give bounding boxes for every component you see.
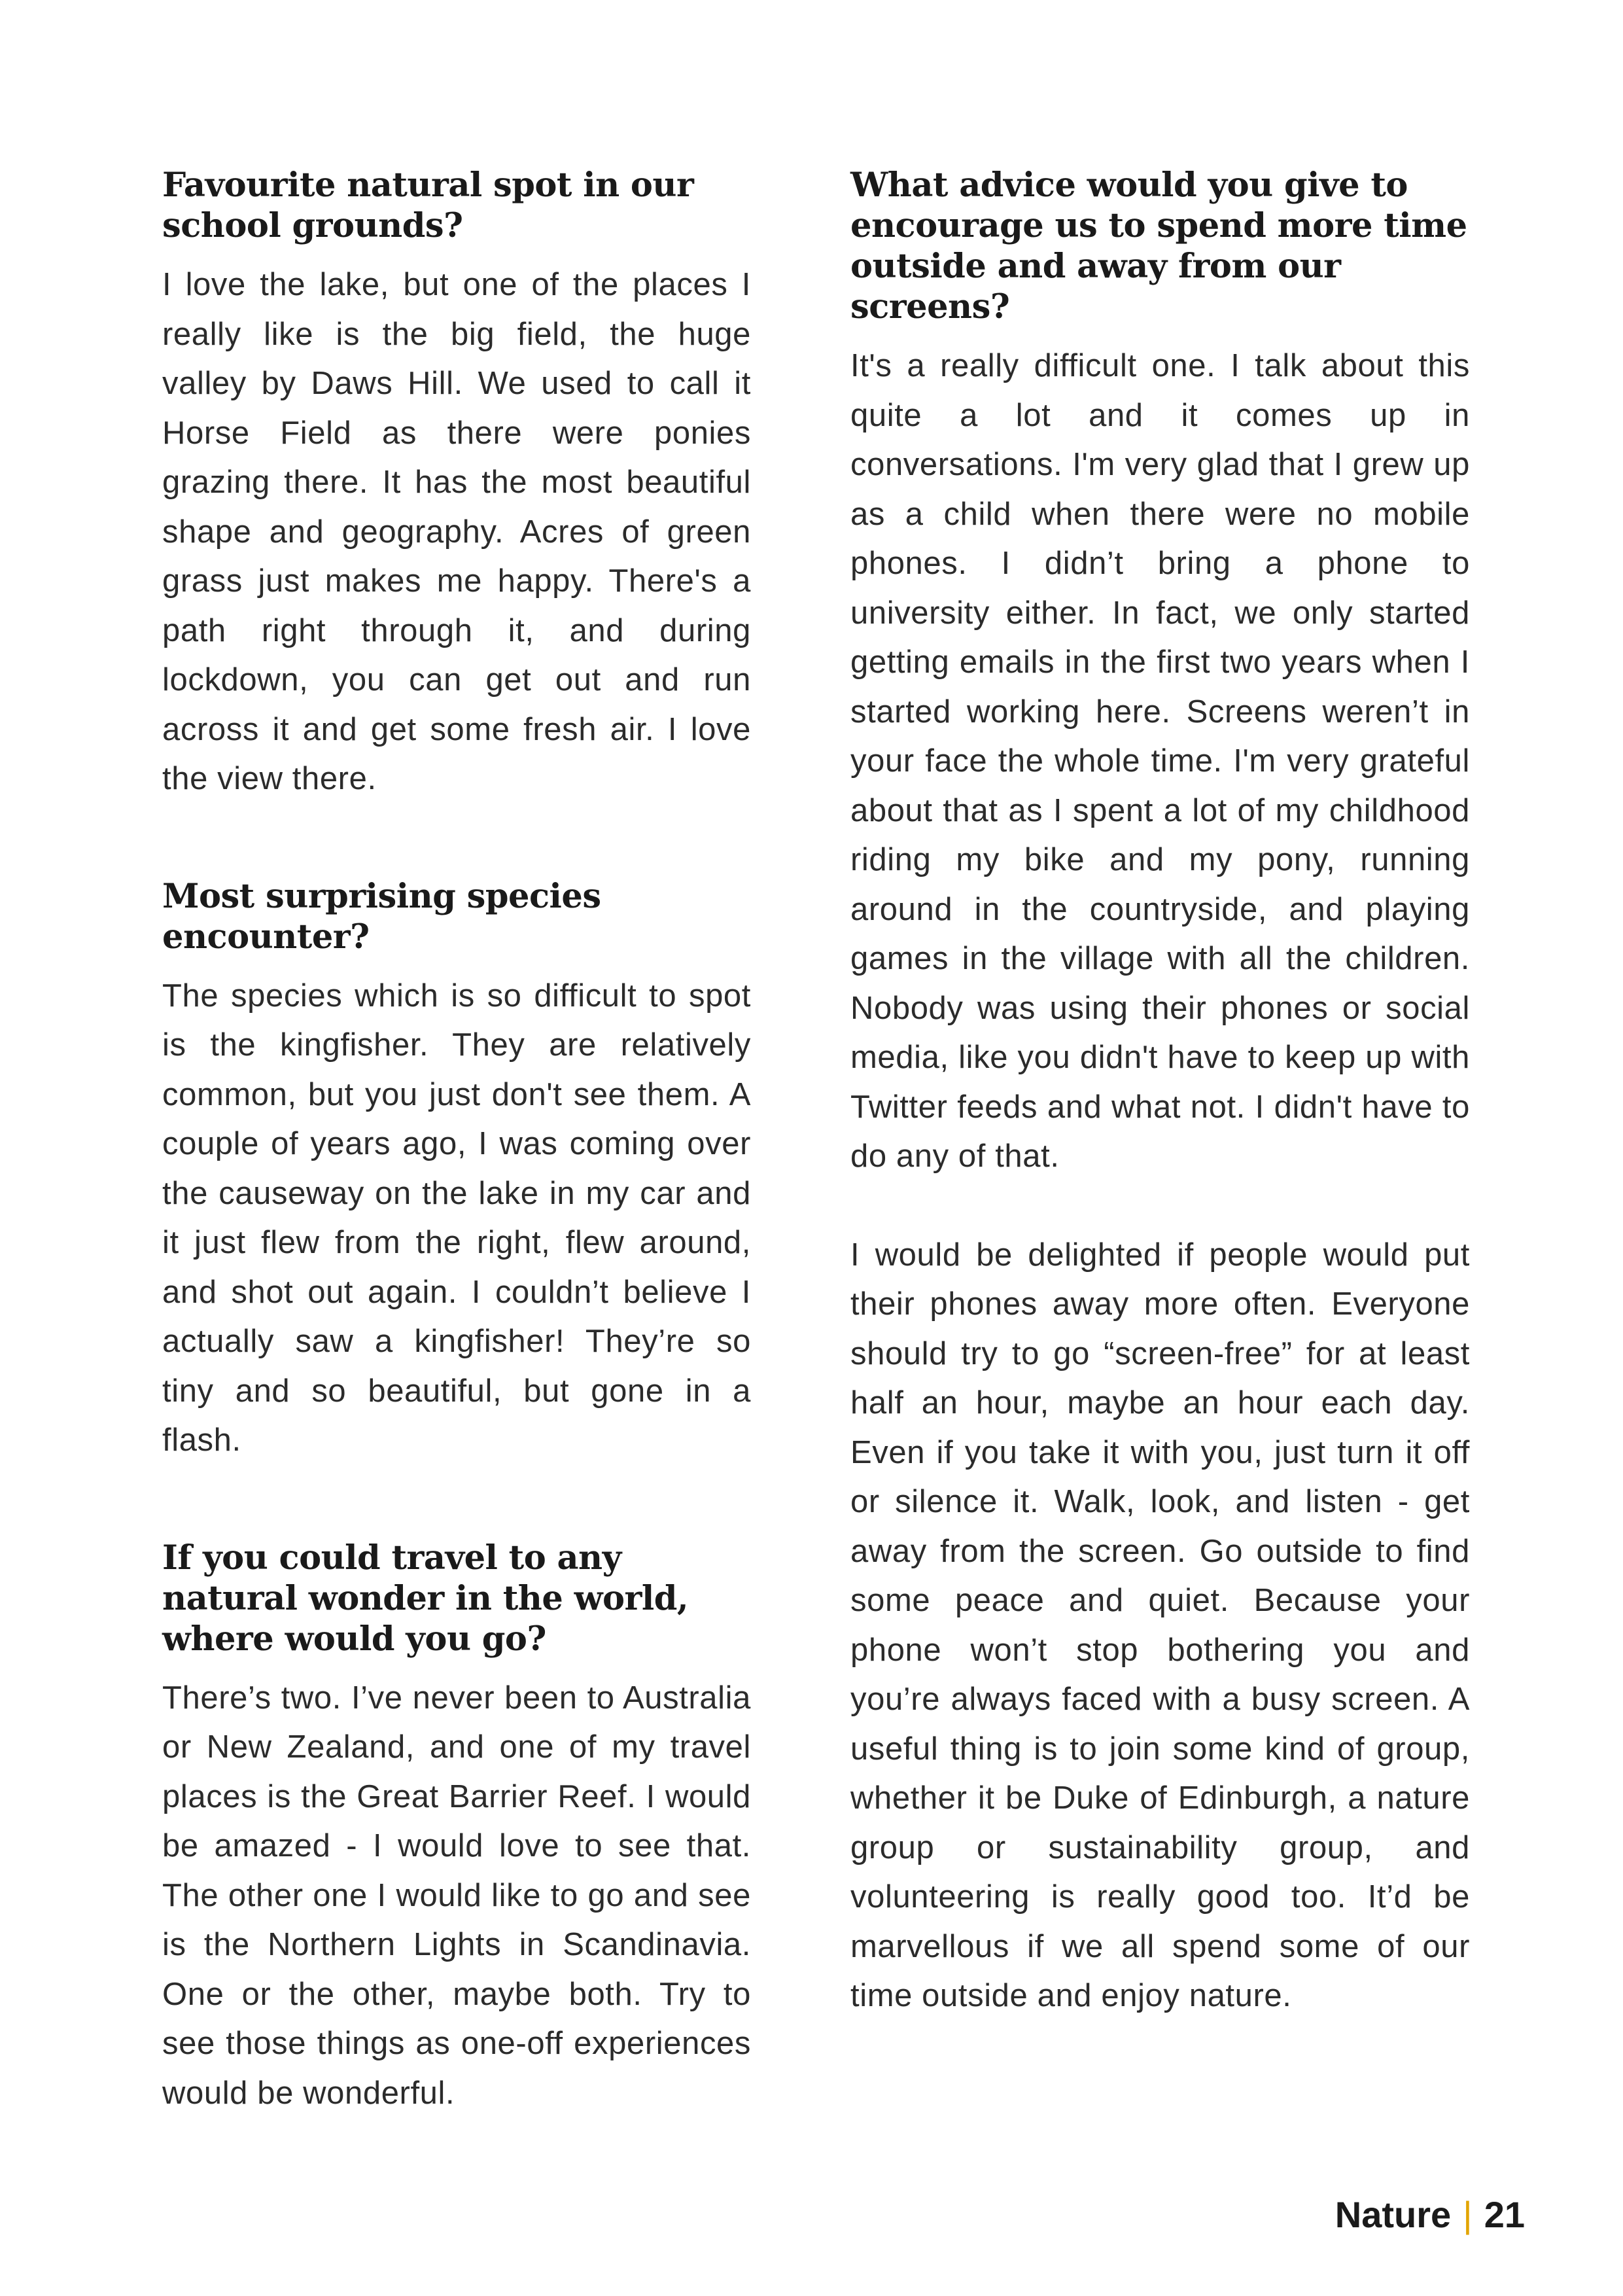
- left-column: [162, 165, 751, 2118]
- question-heading: What advice would you give to encourage us to spend more time outside and away from our screens?: [850, 166, 1467, 327]
- qa-section-screen-advice: [850, 165, 1470, 2021]
- footer-separator: |: [1463, 2194, 1473, 2235]
- answer-paragraph: There’s two. I’ve never been to Australia or New Zealand, and one of my travel places is the Great Barrier Reef. I would be amazed - I would love to see that. The other one I would like to go and see is the Northern Lights in Scandinavia. One or the other, maybe both. Try to see those things as one-off experiences would be wonderful.: [162, 1680, 751, 2111]
- qa-section-natural-wonder: [162, 1538, 751, 2119]
- answer-paragraph: I would be delighted if people would put their phones away more often. Everyone should try to go “screen-free” for at least half an hour, maybe an hour each day. Even if you take it with you, just turn it off or silence it. Walk, look, and listen - get away from the screen. Go outside to find some peace and quiet. Because your phone won’t stop bothering you and you’re always faced with a busy screen. A useful thing is to join some kind of group, whether it be Duke of Edinburgh, a nature group or sustainability group, and volunteering is really good too. It’d be marvellous if we all spend some of our time outside and enjoy nature.: [850, 1237, 1470, 2013]
- page-number: 21: [1484, 2194, 1525, 2235]
- answer-paragraph: The species which is so difficult to spot is the kingfisher. They are relatively common, but you just don't see them. A couple of years ago, I was coming over the causeway on the lake in my car and it just flew from the right, flew around, and shot out again. I couldn’t believe I actually saw a kingfisher! They’re so tiny and so beautiful, but gone in a flash.: [162, 978, 751, 1458]
- question-heading: Favourite natural spot in our school grounds?: [162, 166, 694, 245]
- qa-section-surprising-species: [162, 876, 751, 1466]
- question-heading: Most surprising species encounter?: [162, 876, 601, 957]
- question-heading: If you could travel to any natural wonder in the world, where would you go?: [162, 1538, 689, 1659]
- answer-paragraph: I love the lake, but one of the places I really like is the big field, the huge valley by Daws Hill. We used to call it Horse Field as there were ponies grazing there. It has the most beautiful shape and geography. Acres of green grass just makes me happy. There's a path right through it, and during lockdown, you can get out and run across it and get some fresh air. I love the view there.: [162, 267, 751, 796]
- page-footer: [1335, 2193, 1525, 2236]
- right-column: [850, 165, 1470, 2021]
- section-name: Nature: [1335, 2194, 1452, 2235]
- qa-section-favourite-spot: [162, 165, 751, 804]
- answer-paragraph: It's a really difficult one. I talk about this quite a lot and it comes up in conversations. I'm very glad that I grew up as a child when there were no mobile phones. I didn’t bring a phone to university either. In fact, we only started getting emails in the first two years when I started working here. Screens weren’t in your face the whole time. I'm very grateful about that as I spent a lot of my childhood riding my bike and my pony, running around in the countryside, and playing games in the village with all the children. Nobody was using their phones or social media, like you didn't have to keep up with Twitter feeds and what not. I didn't have to do any of that.: [850, 348, 1470, 1174]
